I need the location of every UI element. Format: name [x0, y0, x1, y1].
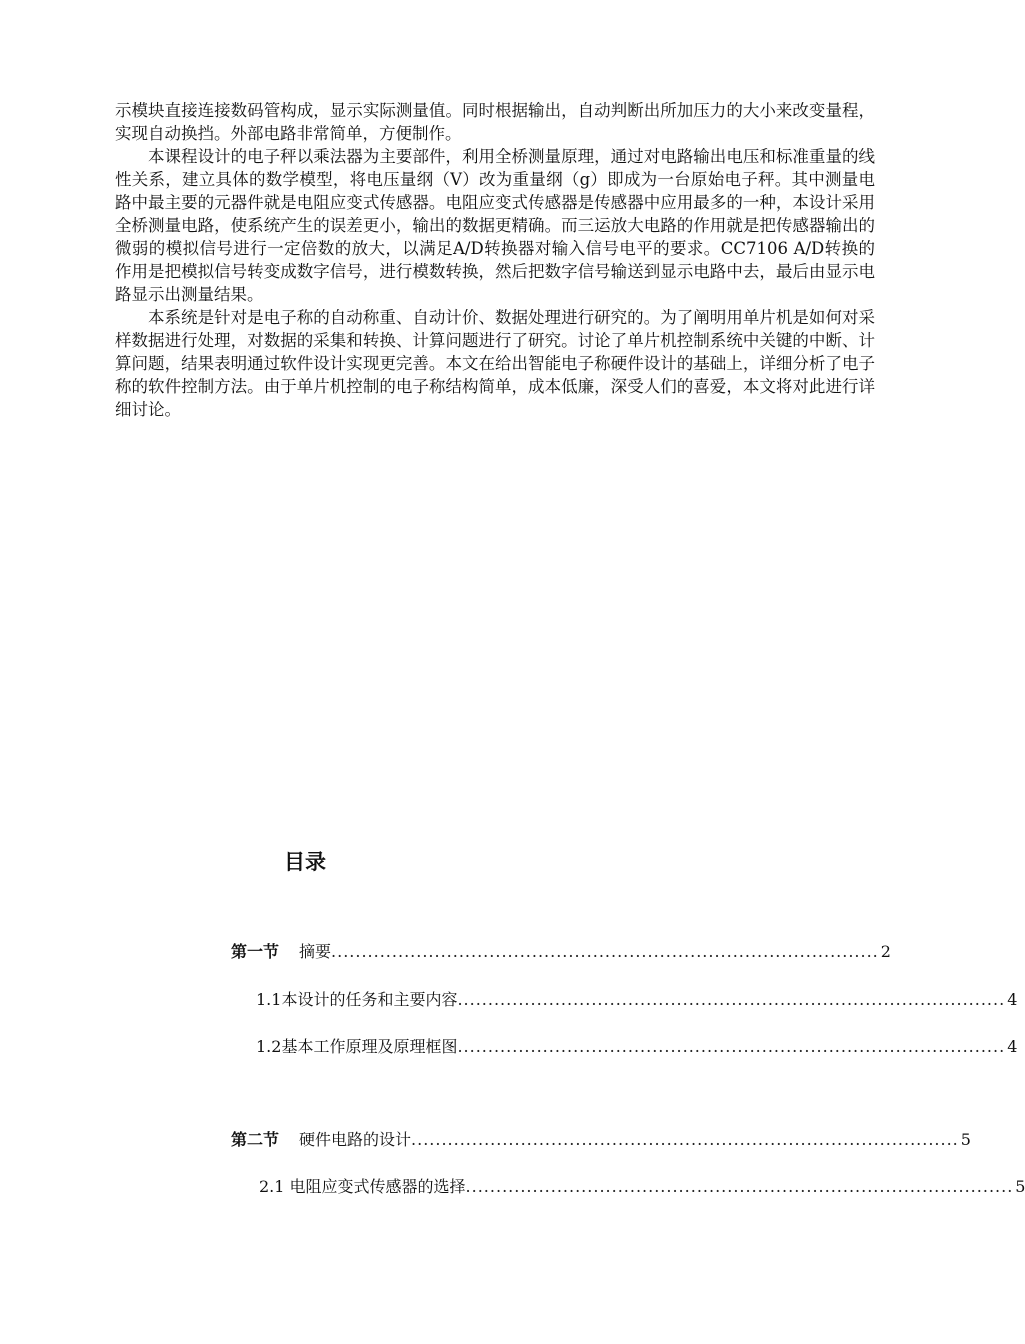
toc-entry-label: 1.2基本工作原理及原理框图 — [256, 1037, 458, 1056]
toc-section-number: 第一节 — [231, 942, 280, 961]
toc-entry-label: 1.1本设计的任务和主要内容 — [256, 990, 458, 1009]
toc-leader: .......................................................................................... — [331, 942, 879, 961]
toc-entry-section-2[interactable] — [231, 1129, 971, 1151]
toc-leader: .......................................................................................... — [465, 1177, 1014, 1196]
toc-section-number: 第二节 — [231, 1130, 280, 1149]
body-text — [115, 99, 875, 421]
toc-entry-2-1[interactable] — [259, 1176, 1025, 1198]
paragraph: 本课程设计的电子秤以乘法器为主要部件，利用全桥测量原理，通过对电路输出电压和标准重量的线性关系，建立具体的数学模型，将电压量纲（V）改为重量纲（g）即成为一台原始电子秤。其中测量电路中最主要的元器件就是电阻应变式传感器。电阻应变式传感器是传感器中应用最多的一种，本设计采用全桥测量电路，使系统产生的误差更小，输出的数据更精确。而三运放大电路的作用就是把传感器输出的微弱的模拟信号进行一定倍数的放大，以满足A/D转换器对输入信号电平的要求。CC7106 A/D转换的作用是把模拟信号转变成数字信号，进行模数转换，然后把数字信号输送到显示电路中去，最后由显示电路显示出测量结果。 — [115, 147, 875, 304]
paragraph: 示模块直接连接数码管构成，显示实际测量值。同时根据输出，自动判断出所加压力的大小来改变量程，实现自动换挡。外部电路非常简单，方便制作。 — [115, 101, 875, 143]
toc-entry-1-1[interactable] — [256, 989, 1018, 1011]
toc-entry-1-2[interactable] — [256, 1036, 1018, 1058]
toc-page-number: 4 — [1007, 990, 1018, 1009]
toc-page-number: 5 — [1015, 1177, 1025, 1196]
paragraph: 本系统是针对是电子称的自动称重、自动计价、数据处理进行研究的。为了阐明用单片机是如何对采样数据进行处理，对数据的采集和转换、计算问题进行了研究。讨论了单片机控制系统中关键的中断、计算问题，结果表明通过软件设计实现更完善。本文在给出智能电子称硬件设计的基础上，详细分析了电子称的软件控制方法。由于单片机控制的电子称结构简单，成本低廉，深受人们的喜爱，本文将对此进行详细讨论。 — [115, 308, 875, 419]
toc-page-number: 4 — [1007, 1037, 1018, 1056]
toc-entry-label: 硬件电路的设计 — [299, 1130, 412, 1149]
toc-page-number: 5 — [960, 1130, 971, 1149]
toc-title: 目录 — [284, 850, 326, 874]
toc-entry-label: 2.1 电阻应变式传感器的选择 — [259, 1177, 466, 1196]
toc-entry-section-1[interactable] — [231, 941, 891, 963]
toc-leader: .......................................................................................... — [411, 1130, 959, 1149]
toc-page-number: 2 — [880, 942, 891, 961]
toc-leader: .......................................................................................... — [457, 1037, 1006, 1056]
toc-leader: .......................................................................................... — [457, 990, 1006, 1009]
toc-entry-label: 摘要 — [299, 942, 332, 961]
